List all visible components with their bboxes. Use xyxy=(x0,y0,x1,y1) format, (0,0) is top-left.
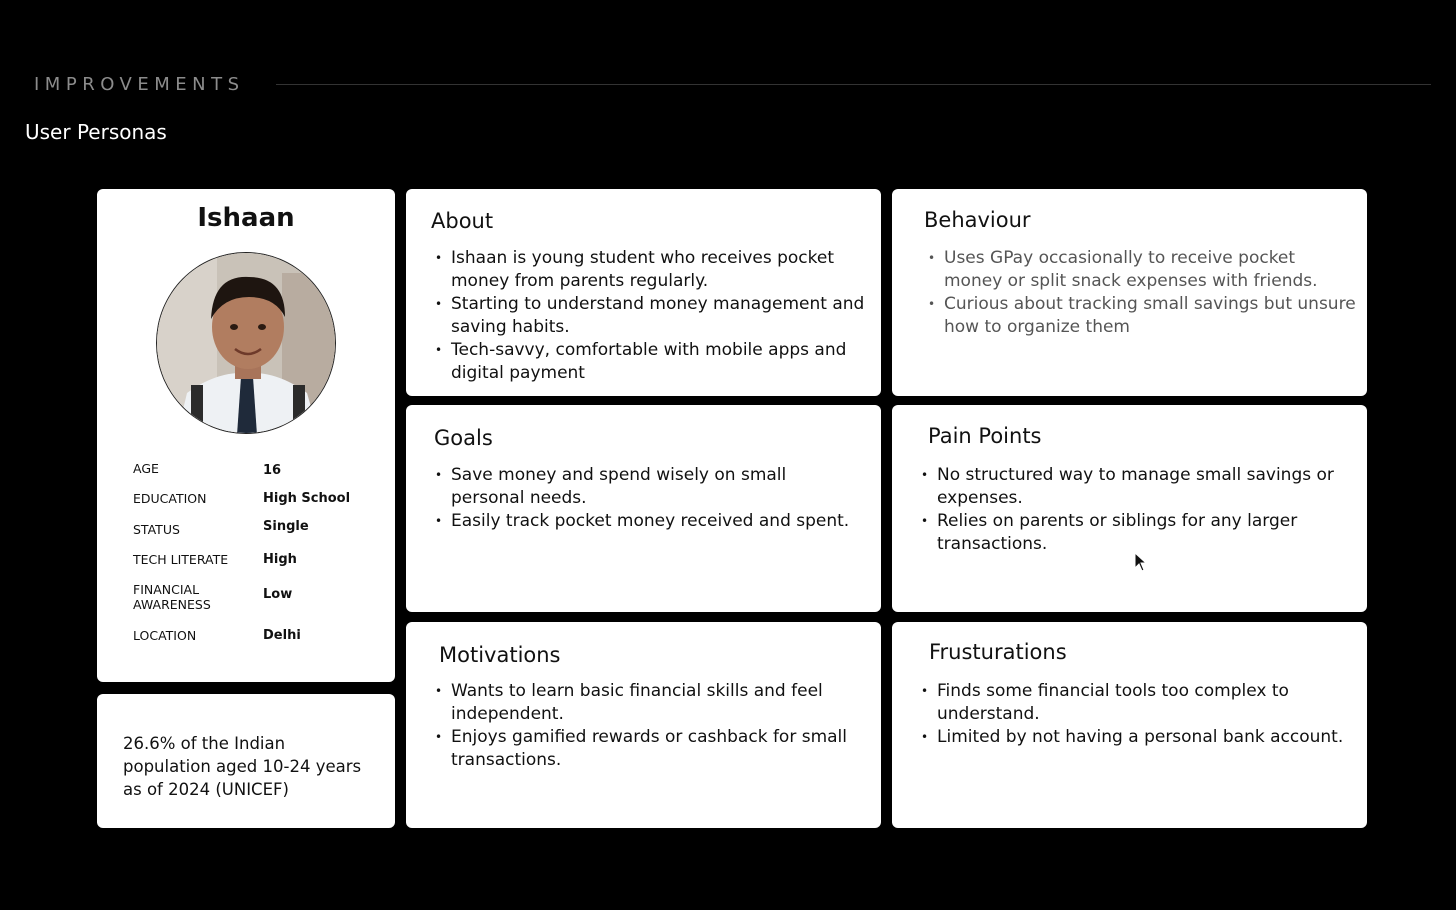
mouse-cursor-icon xyxy=(1134,552,1148,572)
student-portrait-icon xyxy=(157,253,336,434)
section-label: IMPROVEMENTS xyxy=(34,74,245,95)
pain-points-list xyxy=(921,464,1361,556)
goals-title: Goals xyxy=(434,426,493,450)
pain-points-title: Pain Points xyxy=(928,424,1042,448)
attribute-label: FINANCIAL AWARENESS xyxy=(133,582,211,612)
list-item: • Tech-savvy, comfortable with mobile apps and digital payment xyxy=(435,339,865,385)
list-item: • Uses GPay occasionally to receive pocket money or split snack expenses with friends. xyxy=(928,247,1358,293)
about-card xyxy=(406,189,881,396)
section-divider xyxy=(276,84,1431,85)
list-item: • Wants to learn basic financial skills and feel independent. xyxy=(435,680,865,726)
behaviour-card xyxy=(892,189,1367,396)
motivations-list xyxy=(435,680,865,772)
attribute-label: LOCATION xyxy=(133,628,197,643)
list-item: • Finds some financial tools too complex to understand. xyxy=(921,680,1361,726)
avatar xyxy=(156,252,336,434)
frustrations-card xyxy=(892,622,1367,828)
list-item: • Save money and spend wisely on small personal needs. xyxy=(435,464,865,510)
list-item: • Limited by not having a personal bank account. xyxy=(921,726,1361,749)
attribute-value: Delhi xyxy=(263,628,301,643)
list-item: • Easily track pocket money received and spent. xyxy=(435,510,865,533)
attribute-label: TECH LITERATE xyxy=(133,552,229,567)
list-item: • Starting to understand money management and saving habits. xyxy=(435,293,865,339)
list-item: • Relies on parents or siblings for any larger transactions. xyxy=(921,510,1361,556)
attribute-value: High School xyxy=(263,491,351,506)
attribute-value: High xyxy=(263,552,297,567)
population-stat-card xyxy=(97,694,395,828)
page-title: User Personas xyxy=(25,120,167,144)
motivations-card xyxy=(406,622,881,828)
behaviour-list xyxy=(928,247,1358,339)
persona-name: Ishaan xyxy=(197,203,295,233)
list-item: • No structured way to manage small savings or expenses. xyxy=(921,464,1361,510)
attribute-value: Low xyxy=(263,587,293,602)
behaviour-title: Behaviour xyxy=(924,208,1031,232)
list-item: • Enjoys gamified rewards or cashback for small transactions. xyxy=(435,726,865,772)
motivations-title: Motivations xyxy=(439,643,561,667)
attribute-value: Single xyxy=(263,519,309,534)
attribute-label: STATUS xyxy=(133,522,180,537)
pain-points-card xyxy=(892,405,1367,612)
goals-card xyxy=(406,405,881,612)
attribute-value: 16 xyxy=(263,463,282,478)
list-item: • Ishaan is young student who receives pocket money from parents regularly. xyxy=(435,247,865,293)
about-list xyxy=(435,247,865,385)
frustrations-title: Frusturations xyxy=(929,640,1067,664)
goals-list xyxy=(435,464,865,533)
attribute-label: AGE xyxy=(133,461,159,476)
about-title: About xyxy=(431,209,494,233)
population-stat: 26.6% of the Indian population aged 10-24 years as of 2024 (UNICEF) xyxy=(123,734,362,799)
list-item: • Curious about tracking small savings but unsure how to organize them xyxy=(928,293,1358,339)
persona-profile-card xyxy=(97,189,395,682)
frustrations-list xyxy=(921,680,1361,749)
attribute-label: EDUCATION xyxy=(133,491,207,506)
